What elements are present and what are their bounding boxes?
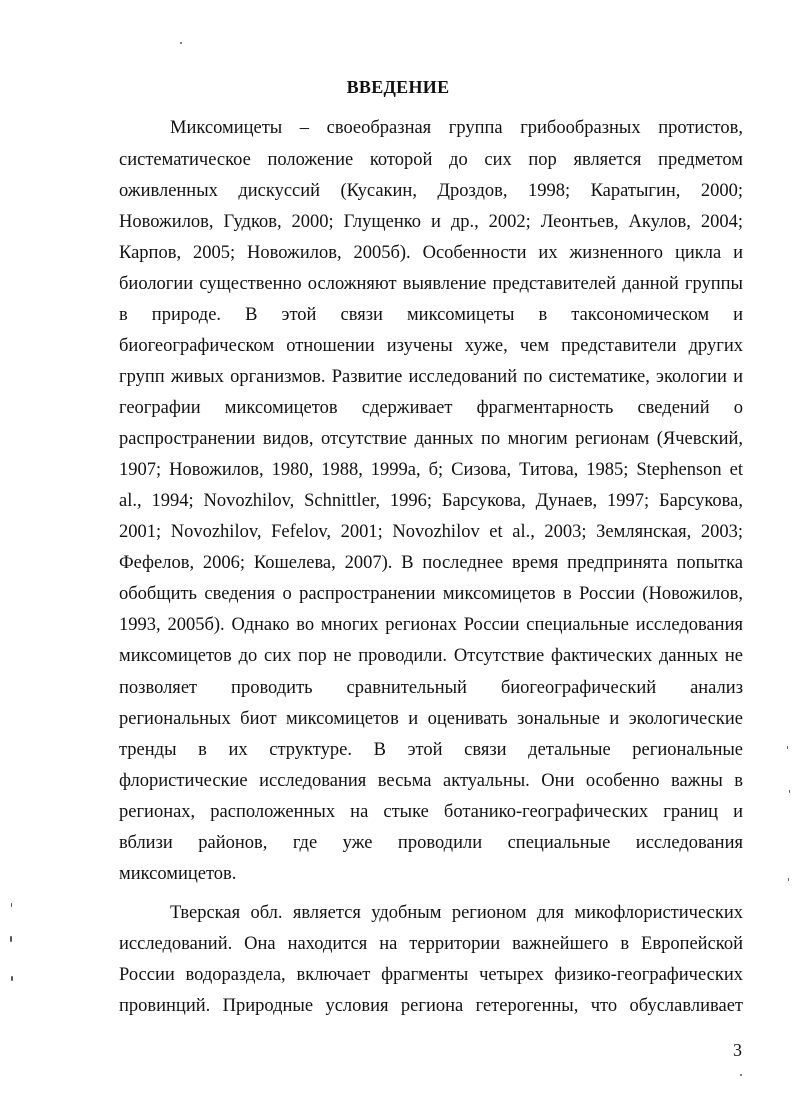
text-line: России водораздела, включает фрагменты четырех физико-географических [119,965,743,985]
scan-speck [180,42,182,44]
text-line: Тверская обл. является удобным регионом для микофлористических [170,903,743,923]
scan-speck [11,976,13,981]
text-line: провинций. Природные условия региона гетерогенны, что обуславливает [119,996,743,1016]
text-line: позволяет проводить сравнительный биогеографический анализ [119,678,743,698]
scan-speck [787,746,788,749]
text-line: Миксомицеты – своеобразная группа грибообразных протистов, [170,118,743,138]
scan-speck [740,1074,742,1076]
text-line: Карпов, 2005; Новожилов, 2005б). Особенности их жизненного цикла и [119,243,743,263]
text-line: обобщить сведения о распространении миксомицетов в России (Новожилов, [119,584,743,604]
text-line: распространении видов, отсутствие данных по многим регионам (Ячевский, [119,429,743,449]
text-line: 1993, 2005б). Однако во многих регионах России специальные исследования [119,615,743,635]
text-line: биологии существенно осложняют выявление представителей данной группы [119,274,743,294]
scan-speck [789,790,790,793]
text-line: систематическое положение которой до сих пор является предметом [119,150,743,170]
text-line: вблизи районов, где уже проводили специальные исследования [119,833,743,853]
text-line: тренды в их структуре. В этой связи детальные региональные [119,740,743,760]
text-line: Новожилов, Гудков, 2000; Глущенко и др., 2002; Леонтьев, Акулов, 2004; [119,212,743,232]
text-line: географии миксомицетов сдерживает фрагментарность сведений о [119,398,743,418]
text-line: флористические исследования весьма актуальны. Они особенно важны в [119,771,743,791]
text-line: 2001; Novozhilov, Fefelov, 2001; Novozhilov et al., 2003; Землянская, 2003; [119,522,743,542]
text-line: оживленных дискуссий (Кусакин, Дроздов, 1998; Каратыгин, 2000; [119,181,743,201]
text-line: al., 1994; Novozhilov, Schnittler, 1996; Барсукова, Дунаев, 1997; Барсукова, [119,491,743,511]
text-line: в природе. В этой связи миксомицеты в таксономическом и [119,305,743,325]
scan-speck [788,878,789,881]
text-line: исследований. Она находится на территории важнейшего в Европейской [119,934,743,954]
text-line: миксомицетов. [119,864,237,884]
text-line: миксомицетов до сих пор не проводили. Отсутствие фактических данных не [119,646,743,666]
text-line: Фефелов, 2006; Кошелева, 2007). В последнее время предпринята попытка [119,553,743,573]
text-line: региональных биот миксомицетов и оценивать зональные и экологические [119,709,743,729]
page-number: 3 [733,1040,742,1060]
text-line: биогеографическом отношении изучены хуже, чем представители других [119,336,743,356]
scan-speck [10,936,12,942]
text-line: регионах, расположенных на стыке ботанико-географических границ и [119,802,743,822]
scan-speck [11,903,12,907]
text-line: 1907; Новожилов, 1980, 1988, 1999а, б; Сизова, Титова, 1985; Stephenson et [119,460,743,480]
text-line: групп живых организмов. Развитие исследований по систематике, экологии и [119,367,743,387]
page-title: ВВЕДЕНИЕ [346,77,450,97]
